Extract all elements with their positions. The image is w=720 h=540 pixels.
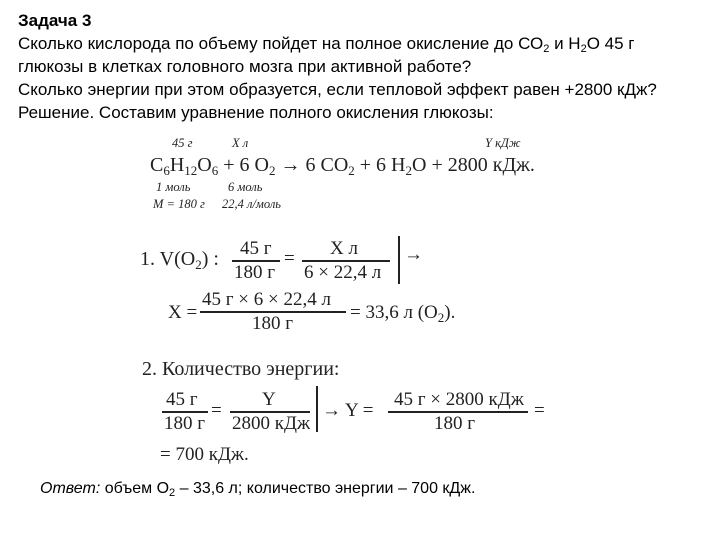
task-title: Задача 3 <box>18 11 92 30</box>
task-line-2: глюкозы в клетках головного мозга при активной работе? <box>18 57 472 76</box>
step1-frac2-numerator: X л <box>330 238 358 259</box>
glucose-molar-mass: M = 180 г <box>153 197 205 211</box>
task-line-4: Решение. Составим уравнение полного окисления глюкозы: <box>18 103 494 122</box>
reaction-equation: $C_6H_{12}O_6 + 6$ $O_2 \to 6$ $CO_2 + 6$ $H_2O + 2800$ кДж. <box>150 154 535 178</box>
task-line-1: Сколько кислорода по объему пойдет на полное окисление до СО2 и Н2О 45 г <box>18 34 635 55</box>
x-label: X = <box>168 302 198 323</box>
step2-frac2-numerator: Y <box>262 389 276 410</box>
oxygen-volume-annotation: X л <box>232 136 249 150</box>
step2-frac2-denominator: 2800 кДж <box>232 413 311 434</box>
y-expression: → Y = <box>322 400 374 421</box>
glucose-moles: 1 моль <box>156 180 191 194</box>
step2-frac3-denominator: 180 г <box>434 413 476 434</box>
energy-result: = 700 кДж. <box>160 444 249 465</box>
step1-frac1-numerator: 45 г <box>240 238 272 259</box>
step2-frac3-numerator: 45 г × 2800 кДж <box>394 389 524 410</box>
step2-frac1-denominator: 180 г <box>164 413 206 434</box>
step1-frac2-denominator: 6 × 22,4 л <box>304 262 382 283</box>
energy-annotation: Y кДж <box>485 136 521 150</box>
x-numerator: 45 г × 6 × 22,4 л <box>202 289 331 310</box>
equals-sign: = <box>284 248 295 269</box>
glucose-mass-annotation: 45 г <box>172 136 193 150</box>
step1-frac1-denominator: 180 г <box>234 262 276 283</box>
step2-label: 2. Количество энергии: <box>142 358 340 380</box>
equals-sign: = <box>534 400 545 421</box>
oxygen-moles: 6 моль <box>228 180 263 194</box>
x-result: = 33,6 л $(O_2)$. <box>350 302 456 325</box>
arrow-icon: → <box>404 244 423 265</box>
step2-frac1-numerator: 45 г <box>166 389 198 410</box>
answer-line: Ответ: объем О2 – 33,6 л; количество энергии – 700 кДж. <box>40 480 476 499</box>
molar-volume: 22,4 л/моль <box>222 197 281 211</box>
divider-line <box>398 236 400 284</box>
step1-label: 1. $V(O_2)$ : <box>140 248 219 272</box>
task-line-3: Сколько энергии при этом образуется, если тепловой эффект равен +2800 кДж? <box>18 80 657 99</box>
divider-line <box>316 386 318 432</box>
x-denominator: 180 г <box>252 313 294 334</box>
equals-sign: = <box>211 400 222 421</box>
